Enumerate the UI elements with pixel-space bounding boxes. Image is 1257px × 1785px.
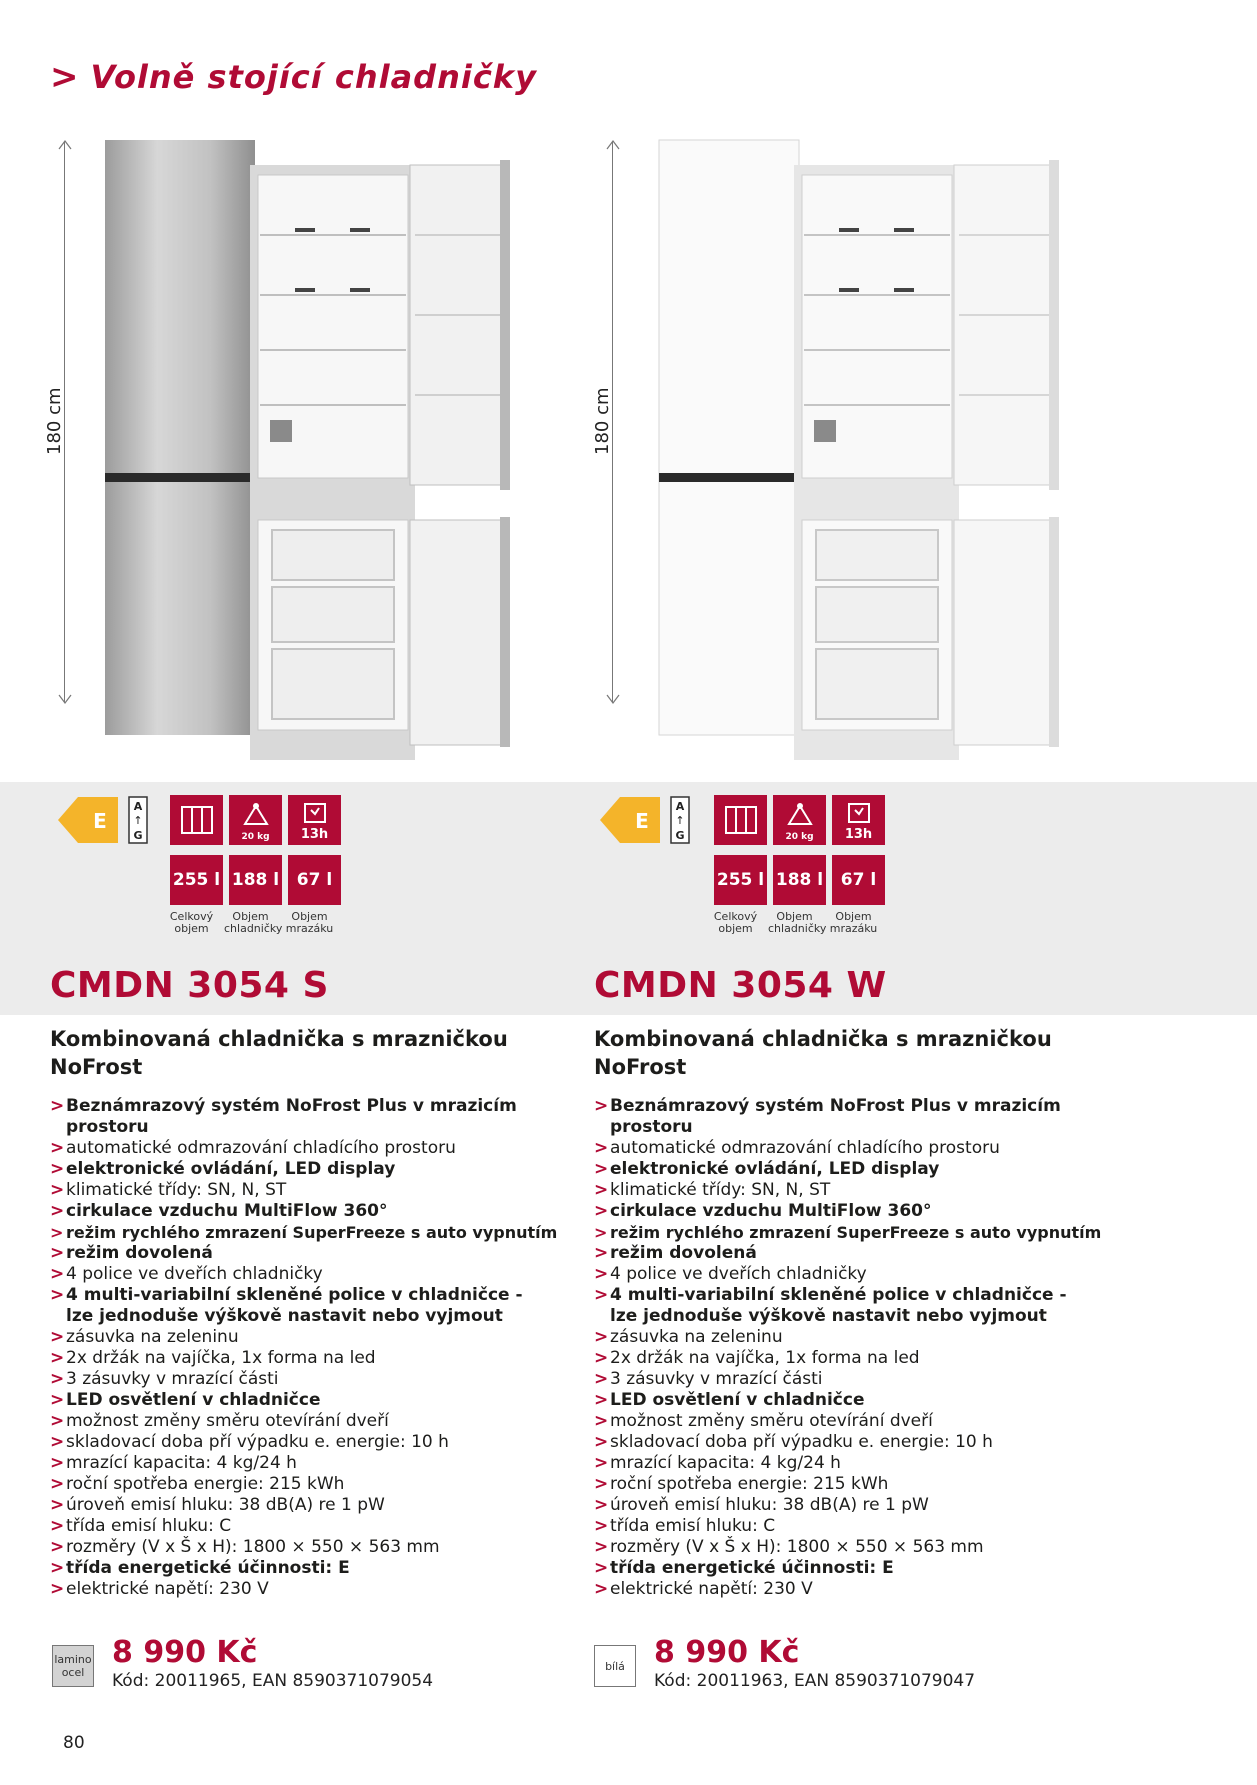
total-volume-label: Celkový objem [713,910,758,935]
color-swatch: bílá [594,1645,636,1687]
list-item: > elektrické napětí: 230 V [50,1579,269,1599]
total-volume-label: Celkový objem [169,910,214,935]
list-item: > mrazící kapacita: 4 kg/24 h [594,1453,841,1473]
freezer-volume-label: Objem mrazáku [285,910,334,935]
list-item: > LED osvětlení v chladničce [594,1390,865,1410]
freezing-capacity-icon: 20 kg [773,795,826,845]
price: 8 990 Kč [654,1635,800,1670]
product-code: Kód: 20011965, EAN 8590371079054 [112,1671,434,1691]
chevron-right-icon: > [50,57,79,97]
list-item: > třída emisí hluku: C [50,1516,232,1536]
list-item: > 3 zásuvky v mrazící části [50,1369,279,1389]
freezer-volume-value: 67 l [832,855,885,905]
list-item: > Beznámrazový systém NoFrost Plus v mrazicím prostoru [594,1096,1061,1137]
list-item: > úroveň emisí hluku: 38 dB(A) re 1 pW [50,1495,385,1515]
height-label: 180 cm [592,387,613,455]
energy-class-label [58,795,150,845]
total-volume-value: 255 l [714,855,767,905]
fridge-volume-label: Objem chladničky [768,910,827,935]
list-item: > automatické odmrazování chladícího prostoru [594,1138,1000,1158]
list-item: > klimatické třídy: SN, N, ST [594,1180,831,1200]
svg-text:G: G [133,829,143,842]
list-item: > třída energetické účinnosti: E [594,1558,894,1578]
nofrost-icon [714,795,767,845]
fridge-volume-value: 188 l [229,855,282,905]
freezer-volume-value: 67 l [288,855,341,905]
list-item: > režim rychlého zmrazení SuperFreeze s auto vypnutím [50,1223,558,1242]
list-item: > cirkulace vzduchu MultiFlow 360° [50,1201,388,1221]
list-item: > režim dovolená [50,1243,213,1263]
list-item: > 4 multi-variabilní skleněné police v chladničce - lze jednoduše výškově nastavit nebo vyjmout [50,1285,523,1326]
product-card-silver [0,0,560,1785]
capacity-labels [165,911,336,935]
list-item: > elektronické ovládání, LED display [50,1159,396,1179]
list-item: > skladovací doba pří výpadku e. energie: 10 h [50,1432,449,1452]
list-item: > automatické odmrazování chladícího prostoru [50,1138,456,1158]
list-item: > 4 police ve dveřích chladničky [50,1264,323,1284]
list-item: > mrazící kapacita: 4 kg/24 h [50,1453,297,1473]
list-item: > úroveň emisí hluku: 38 dB(A) re 1 pW [594,1495,929,1515]
product-subtitle: Kombinovaná chladnička s mrazničkou NoFrost [594,1027,1052,1079]
capacity-values [170,855,341,905]
list-item: > roční spotřeba energie: 215 kWh [50,1474,345,1494]
height-label: 180 cm [44,387,65,455]
svg-text:A: A [133,800,143,813]
product-code: Kód: 20011963, EAN 8590371079047 [654,1671,976,1691]
svg-text:E: E [93,809,107,833]
list-item: > roční spotřeba energie: 215 kWh [594,1474,889,1494]
feature-list [50,1096,590,1600]
energy-class-label [600,795,692,845]
svg-text:G: G [675,829,685,842]
list-item: > režim rychlého zmrazení SuperFreeze s auto vypnutím [594,1223,1102,1242]
svg-text:↑: ↑ [675,814,685,827]
nofrost-icon [170,795,223,845]
list-item: > rozměry (V x Š x H): 1800 × 550 × 563 mm [50,1537,440,1557]
list-item: > režim dovolená [594,1243,757,1263]
svg-text:A: A [675,800,685,813]
freezing-capacity-icon: 20 kg [229,795,282,845]
list-item: > elektrické napětí: 230 V [594,1579,813,1599]
svg-text:↑: ↑ [133,814,143,827]
fridge-volume-value: 188 l [773,855,826,905]
fridge-volume-label: Objem chladničky [224,910,283,935]
svg-text:E: E [635,809,649,833]
product-card-white [544,0,1104,1785]
feature-list [594,1096,1134,1600]
list-item: > třída energetické účinnosti: E [50,1558,350,1578]
fridge-image-white [654,135,1094,760]
model-name: CMDN 3054 W [594,965,887,1006]
feature-icons [714,795,885,845]
list-item: > klimatické třídy: SN, N, ST [50,1180,287,1200]
product-subtitle: Kombinovaná chladnička s mrazničkou NoFrost [50,1027,508,1079]
list-item: > 4 police ve dveřích chladničky [594,1264,867,1284]
color-swatch: lamino ocel [52,1645,94,1687]
list-item: > možnost změny směru otevírání dveří [594,1411,933,1431]
list-item: > 4 multi-variabilní skleněné police v chladničce - lze jednoduše výškově nastavit nebo vyjmout [594,1285,1067,1326]
list-item: > 2x držák na vajíčka, 1x forma na led [594,1348,920,1368]
page-title-text: Volně stojící chladničky [90,58,537,96]
list-item: > elektronické ovládání, LED display [594,1159,940,1179]
list-item: > Beznámrazový systém NoFrost Plus v mrazicím prostoru [50,1096,517,1137]
page-number: 80 [63,1733,85,1753]
power-outage-storage-icon: 13h [832,795,885,845]
capacity-values [714,855,885,905]
power-outage-storage-icon: 13h [288,795,341,845]
list-item: > LED osvětlení v chladničce [50,1390,321,1410]
total-volume-value: 255 l [170,855,223,905]
list-item: > třída emisí hluku: C [594,1516,776,1536]
freezer-volume-label: Objem mrazáku [829,910,878,935]
list-item: > rozměry (V x Š x H): 1800 × 550 × 563 mm [594,1537,984,1557]
list-item: > 3 zásuvky v mrazící části [594,1369,823,1389]
list-item: > cirkulace vzduchu MultiFlow 360° [594,1201,932,1221]
list-item: > možnost změny směru otevírání dveří [50,1411,389,1431]
feature-icons [170,795,341,845]
list-item: > zásuvka na zeleninu [594,1327,783,1347]
fridge-image-silver [100,135,540,760]
list-item: > skladovací doba pří výpadku e. energie: 10 h [594,1432,993,1452]
list-item: > zásuvka na zeleninu [50,1327,239,1347]
capacity-labels [709,911,880,935]
list-item: > 2x držák na vajíčka, 1x forma na led [50,1348,376,1368]
model-name: CMDN 3054 S [50,965,329,1006]
price: 8 990 Kč [112,1635,258,1670]
